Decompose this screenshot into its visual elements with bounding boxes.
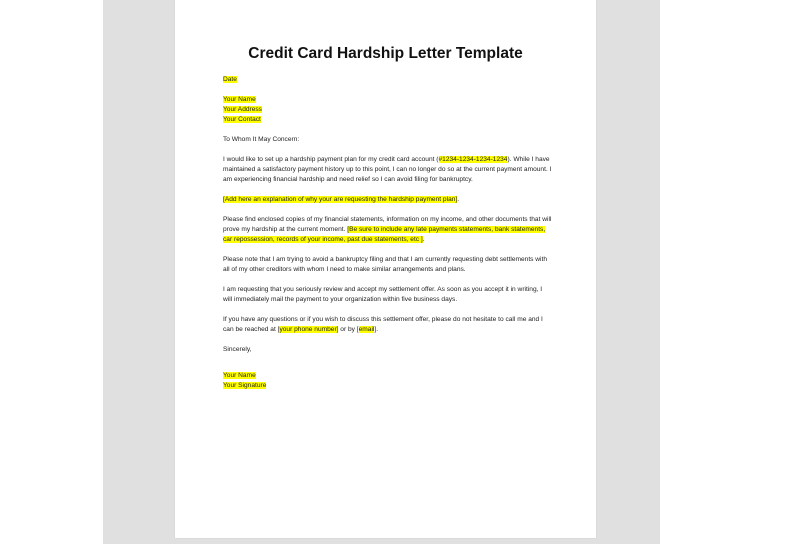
closing-text: Sincerely, [223, 346, 252, 353]
document-workspace [103, 0, 660, 544]
sender-block [223, 95, 553, 125]
paragraph-contact-a: If you have any questions or if you wish to discuss this settlement offer, please do not hesitate to call me and I can be reached at [ [223, 316, 543, 333]
paragraph-bankruptcy-text: Please note that I am trying to avoid a bankruptcy filing and that I am currently requesting debt settlements with all of my other creditors with whom I need to make similar arrangements and plans. [223, 256, 548, 273]
paragraph-documents-end: . [422, 236, 425, 243]
date-placeholder: Date [223, 76, 237, 83]
signoff-block [223, 371, 553, 391]
paragraph-request-text: I am requesting that you seriously review and accept my settlement offer. As soon as you accept it in writing, I will immediately mail the payment to your organization within five business days. [223, 286, 543, 303]
explanation-placeholder: [Add here an explanation of why your are requesting the hardship payment plan] [223, 196, 458, 203]
paragraph-explanation [223, 195, 553, 205]
date-block [223, 75, 553, 85]
explanation-end: . [457, 196, 460, 203]
signoff-name-placeholder: Your Name [223, 372, 256, 379]
email-placeholder: email [358, 326, 375, 333]
signoff-signature-placeholder: Your Signature [223, 382, 267, 389]
sender-address-placeholder: Your Address [223, 106, 262, 113]
phone-placeholder: your phone number [279, 326, 337, 333]
paragraph-request [223, 285, 553, 305]
salutation [223, 135, 553, 145]
account-number-placeholder: #1234-1234-1234-1234 [438, 156, 508, 163]
letter-body [223, 75, 553, 401]
paragraph-contact [223, 315, 553, 335]
paragraph-contact-b: ] or by [ [336, 326, 359, 333]
paragraph-intro [223, 155, 553, 185]
sender-name-placeholder: Your Name [223, 96, 256, 103]
paragraph-intro-b: ). While I have maintained a satisfactory payment history up to this point, I can no longer do so at the current payment amount. I am experiencing financial hardship and need relief so I can avoid filing for bankruptcy. [223, 156, 552, 183]
document-page [175, 0, 596, 538]
sender-contact-placeholder: Your Contact [223, 116, 261, 123]
letter-title: Credit Card Hardship Letter Template [248, 45, 523, 62]
closing [223, 345, 553, 355]
paragraph-documents-a: Please find enclosed copies of my financial statements, information on my income, and other documents that will prove my hardship at the current moment. [223, 216, 552, 233]
paragraph-documents [223, 215, 553, 245]
paragraph-intro-a: I would like to set up a hardship payment plan for my credit card account ( [223, 156, 439, 163]
paragraph-bankruptcy [223, 255, 553, 275]
salutation-text: To Whom It May Concern: [223, 136, 300, 143]
paragraph-contact-c: ]. [374, 326, 379, 333]
documents-placeholder: [Be sure to include any late payments statements, bank statements, car repossession, records of your income, past due statements, etc ] [223, 226, 546, 243]
